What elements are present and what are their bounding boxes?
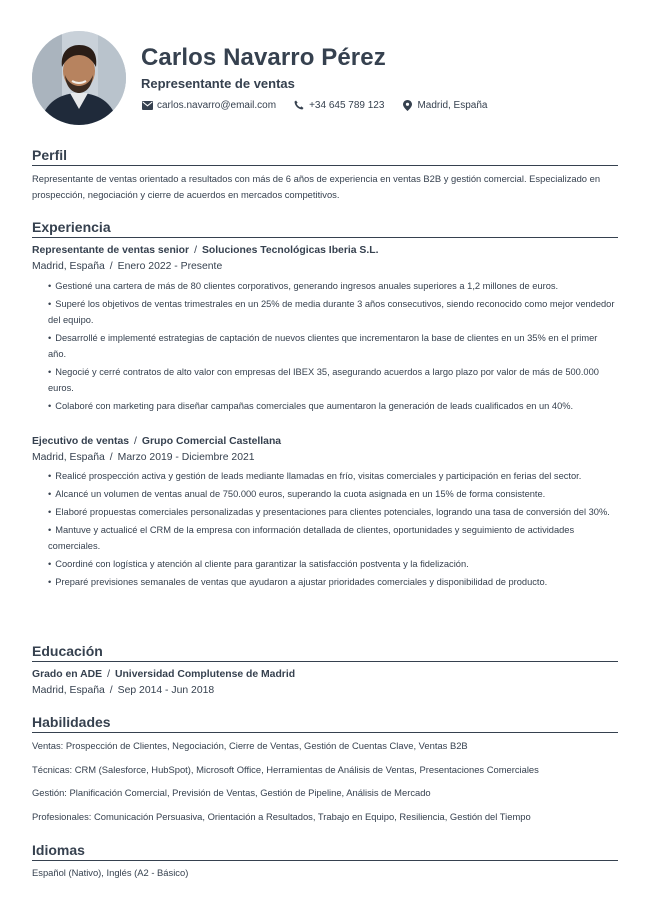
section-title-experience: Experiencia: [32, 219, 111, 235]
job-bullet: • Negocié y cerré contratos de alto valor con empresas del IBEX 35, asegurando acuerdos a largo plazo por valor de más de 500.000 euros.: [48, 364, 618, 396]
contact-row: [141, 99, 504, 111]
job-bullet: • Desarrollé e implementé estrategias de captación de nuevos clientes que incrementaron la base de clientes en un 35% en el primer año.: [48, 330, 618, 362]
section-divider: [32, 237, 618, 238]
job-bullet: • Colaboré con marketing para diseñar campañas comerciales que aumentaron la generación de leads cualificados en un 40%.: [48, 398, 618, 414]
job-bullet: • Mantuve y actualicé el CRM de la empresa con información detallada de clientes, oportunidades y seguimiento de actividades comerciales.: [48, 522, 618, 554]
education-degree: Grado en ADE: [32, 669, 103, 680]
section-title-education: Educación: [32, 643, 103, 659]
separator: /: [107, 669, 110, 680]
job-bullet: • Superé los objetivos de ventas trimestrales en un 25% de media durante 3 años consecutivos, siendo reconocido como mejor vendedor del equipo.: [48, 296, 618, 328]
separator: /: [194, 245, 197, 256]
skill-line: Ventas: Prospección de Clientes, Negociación, Cierre de Ventas, Gestión de Cuentas Clave, Ventas B2B: [32, 740, 468, 751]
candidate-name: Carlos Navarro Pérez: [141, 44, 386, 71]
separator: /: [109, 452, 113, 463]
section-divider: [32, 165, 618, 166]
education-school: Universidad Complutense de Madrid: [114, 669, 296, 680]
contact-email-text: carlos.navarro@email.com: [157, 99, 277, 111]
job-meta: [32, 261, 222, 272]
separator: /: [134, 436, 137, 447]
job-role: Ejecutivo de ventas: [32, 436, 130, 447]
job-meta: [32, 452, 255, 463]
languages-line: Español (Nativo), Inglés (A2 - Básico): [32, 867, 189, 878]
job-dates: Marzo 2019 - Diciembre 2021: [117, 452, 255, 463]
contact-phone-text: +34 645 789 123: [309, 99, 385, 111]
separator: /: [109, 685, 113, 696]
job-bullet: • Gestioné una cartera de más de 80 clientes corporativos, generando ingresos anuales superiores a 1,2 millones de euros.: [48, 278, 618, 294]
job-bullet: • Realicé prospección activa y gestión de leads mediante llamadas en frío, visitas comerciales y participación en ferias del sector.: [48, 468, 618, 484]
contact-email[interactable]: [141, 99, 276, 111]
education-title: [32, 669, 295, 680]
candidate-headline: Representante de ventas: [141, 76, 295, 91]
skill-line: Gestión: Planificación Comercial, Previsión de Ventas, Gestión de Pipeline, Análisis de Mercado: [32, 787, 431, 798]
section-title-profile: Perfil: [32, 147, 68, 163]
avatar: [32, 31, 126, 125]
job-location: Madrid, España: [32, 452, 105, 463]
job-bullets: [48, 278, 618, 416]
skill-line: Técnicas: CRM (Salesforce, HubSpot), Microsoft Office, Herramientas de Análisis de Ventas, Presentaciones Comerciales: [32, 764, 539, 775]
section-title-skills: Habilidades: [32, 714, 111, 730]
mail-icon: [141, 99, 153, 111]
map-pin-icon: [401, 99, 413, 111]
job-title: [32, 436, 281, 447]
contact-location-text: Madrid, España: [417, 99, 488, 111]
section-divider: [32, 732, 618, 733]
job-dates: Enero 2022 - Presente: [117, 261, 223, 272]
job-bullet: • Coordiné con logística y atención al cliente para garantizar la satisfacción postventa y la fidelización.: [48, 556, 618, 572]
job-bullet: • Preparé previsiones semanales de ventas que ayudaron a ajustar prioridades comerciales y disponibilidad de producto.: [48, 574, 618, 590]
job-location: Madrid, España: [32, 261, 105, 272]
section-title-languages: Idiomas: [32, 842, 85, 858]
contact-location: [401, 99, 487, 111]
job-bullets: [48, 468, 618, 592]
profile-photo: [32, 31, 126, 125]
section-divider: [32, 661, 618, 662]
education-location: Madrid, España: [32, 685, 105, 696]
phone-icon: [293, 99, 305, 111]
separator: /: [109, 261, 113, 272]
profile-summary: Representante de ventas orientado a resultados con más de 6 años de experiencia en ventas B2B y gestión comercial. Especializado en prospección, negociación y cierre de acuerdos en mercados competitivos.: [32, 173, 601, 200]
job-bullet: • Alcancé un volumen de ventas anual de 750.000 euros, superando la cuota asignada en un 15% de forma consistente.: [48, 486, 618, 502]
education-dates: Sep 2014 - Jun 2018: [117, 685, 215, 696]
skill-line: Profesionales: Comunicación Persuasiva, Orientación a Resultados, Trabajo en Equipo, Resiliencia, Gestión del Tiempo: [32, 811, 531, 822]
job-company: Soluciones Tecnológicas Iberia S.L.: [201, 245, 379, 256]
job-role: Representante de ventas senior: [32, 245, 190, 256]
contact-phone[interactable]: [293, 99, 384, 111]
section-divider: [32, 860, 618, 861]
job-bullet: • Elaboré propuestas comerciales personalizadas y presentaciones para clientes potenciales, logrando una tasa de conversión del 30%.: [48, 504, 618, 520]
education-meta: [32, 685, 214, 696]
job-company: Grupo Comercial Castellana: [141, 436, 282, 447]
job-title: [32, 245, 378, 256]
